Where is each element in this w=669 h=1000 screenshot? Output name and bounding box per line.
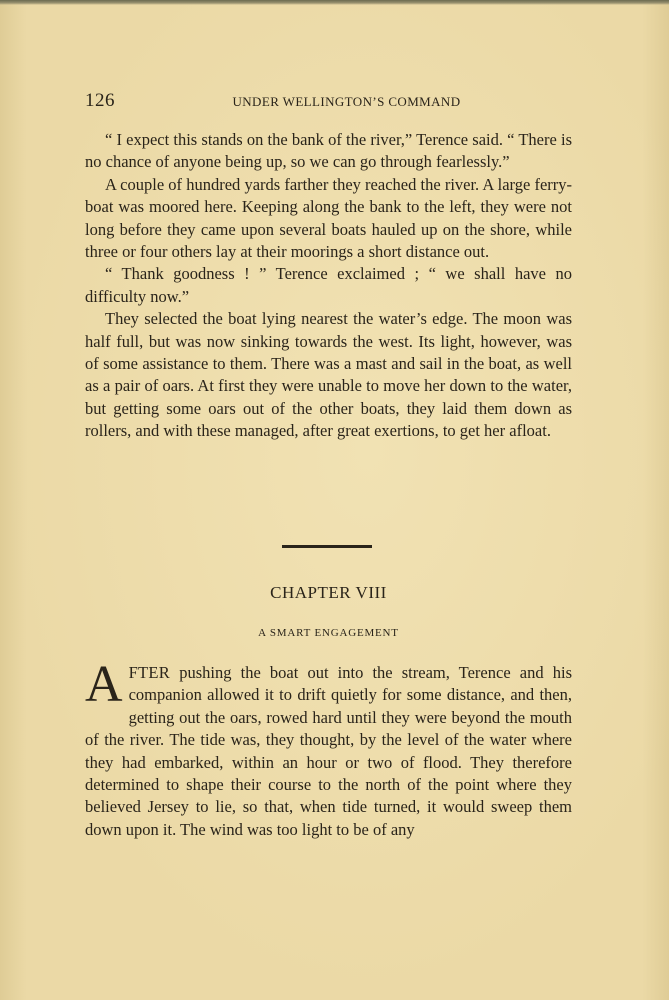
first-word-small-caps: FTER — [128, 663, 171, 682]
paragraph: “ Thank goodness ! ” Terence exclaimed ; “ we shall have no difficulty now.” — [85, 264, 572, 306]
running-title: UNDER WELLINGTON’S COMMAND — [232, 94, 461, 109]
drop-cap: A — [85, 656, 123, 713]
section-divider-rule — [282, 545, 372, 548]
chapter-body-text — [85, 656, 572, 841]
page-top-edge — [0, 0, 669, 5]
page-number: 126 — [85, 90, 115, 111]
body-text — [85, 129, 572, 443]
paragraph: They selected the boat lying nearest the water’s edge. The moon was half full, but was now sinking towards the west. Its light, however, was of some assistance to them. There was a mast and sail in the boat, as well as a pair of oars. At first they were unable to move her down to the water, but getting some oars out of the other boats, they laid them down as rollers, and with these managed, after great exertions, to get her afloat. — [85, 309, 572, 441]
paragraph: A couple of hundred yards farther they reached the river. A large ferry-boat was moored here. Keeping along the bank to the left, they were not long before they came upon several boats hauled up on the shore, while three or four others lay at their moorings a short distance out. — [85, 174, 572, 262]
running-head — [85, 90, 572, 112]
chapter-title: CHAPTER VIII — [270, 583, 387, 602]
chapter-subtitle: A SMART ENGAGEMENT — [258, 627, 399, 639]
paragraph: “ I expect this stands on the bank of the river,” Terence said. “ There is no chance of anyone being up, so we can go through fearlessly.” — [85, 130, 572, 172]
chapter-first-paragraph — [85, 656, 572, 841]
first-paragraph-text: pushing the boat out into the stream, Terence and his companion allowed it to drift quietly for some distance, and then, getting out the oars, rowed hard until they were beyond the mouth of the river. The tide was, they thought, by the level of the water where they had embarked, within an hour or two of flood. They therefore determined to shape their course to the north of the point where they believed Jersey to lie, so that, when tide turned, it would sweep them down upon it. The wind was too light to be of any — [85, 663, 572, 839]
